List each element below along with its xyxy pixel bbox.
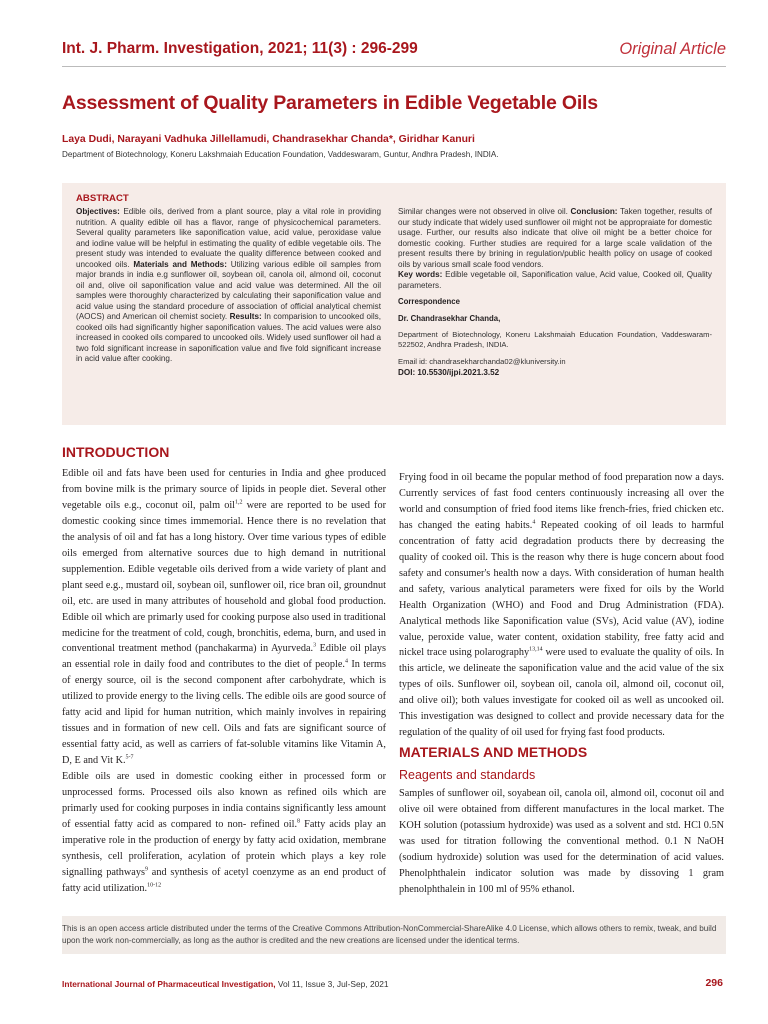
text-run: were are reported to be used for domestic cooking since times immemorial. Hence there is no revelation that the analysis of oil and fat has a long history. Over time various types of edible oils emerged from alternative sources due to high demand in nutritional supplemention. Edible vegetable oils derived from a wide variety of plant and plant seed e.g., mustard oil, soybean oil, sunflower oil, rice bran oil, groundnut oil, etc. are used in many attributes of household and global food production. Edible oil which are primarly used for cooking purpose also used in traditional medicine for the treatment of cold, cough, bronchitis, edema, burn, and used in conventional treatment method (panchakarma) in Ayurveda. xyxy=(62,499,386,655)
text-run: and synthesis of acetyl coenzyme as an end product of fatty acid utilization. xyxy=(62,866,386,894)
reagents-paragraph: Samples of sunflower oil, soyabean oil, canola oil, almond oil, coconut oil and olive oil were obtained from different manufactures in the local market. The KOH solution (potassium hydroxide) was used as a solvent and std. HCl 0.5N was used for titration following the conventional method. 0.1 N NaOH (sodium hydroxide) solution was used for the determination of acid values. Phenolphthalein indicator solution was made by dissoving 1 gram phenolphthalein in 100 ml of 95% ethanol. xyxy=(399,788,724,895)
reference-marker: 1,2 xyxy=(235,499,243,506)
reference-marker: 4 xyxy=(532,519,536,526)
reference-marker: 4 xyxy=(344,659,348,666)
intro-paragraph-1 xyxy=(62,466,386,769)
article-type-label: Original Article xyxy=(619,40,726,58)
license-text: This is an open access article distributed under the terms of the Creative Commons Attribution-NonCommercial-ShareAlike 4.0 License, which allows others to remix, tweak, and build upon the work non-commercially, as long as the author is credited and the new creations are licensed under the identical terms. xyxy=(62,924,717,945)
reference-marker: 9 xyxy=(144,866,148,873)
objectives-text: Edible oils, derived from a plant source, play a vital role in providing nutrition. A quality edible oil has a flavor, range of physicochemical parameters. Several quality parameters like saponification value, acid value, peroxidase value and iodine value will be helpful in estimating the quality of edible vegetable oils. The present study was intended to evaluate the quality difference between cooked and uncooked oils. xyxy=(76,207,381,269)
reference-marker: 3 xyxy=(313,643,317,650)
results-label: Results: xyxy=(229,312,262,321)
keywords-label: Key words: xyxy=(398,270,443,279)
page-footer xyxy=(62,979,389,989)
doi: DOI: 10.5530/ijpi.2021.3.52 xyxy=(398,367,500,377)
methods-text: Utilizing various edible oil samples from major brands in india e.g sunflower oil, soybean oil, canola oil, almond oil, coconut oil and, olive oil saponification value and acid value was determined. All the oil samples were thoroughly characterized by calculating their saponification value and acid value using the standard procedure of association of official analytical chemist (AOCS) and American oil chemist society. xyxy=(76,259,381,321)
text-run: Edible oil and fats have been used for centuries in India and ghee produced from bovine milk is the primary source of lipids in people diet. Several other vegetable oils e.g., coconut oil, palm oil xyxy=(62,468,386,511)
correspondence-heading: Correspondence xyxy=(398,297,460,306)
header-divider xyxy=(62,66,726,67)
materials-methods-heading: MATERIALS AND METHODS xyxy=(399,744,588,760)
intro-paragraph-3 xyxy=(399,470,724,741)
reference-marker: 8 xyxy=(297,818,301,825)
intro-paragraph-2 xyxy=(62,769,386,897)
text-run: Edible oils are used in domestic cooking either in processed form or unprocessed forms. Processed oils also known as refined oils which are primarly used for cooking purposes in india contains significantly less amount of essential fatty acid as compared to non- refined oil. xyxy=(62,771,386,830)
reference-marker: 13,14 xyxy=(529,647,543,654)
footer-journal: International Journal of Pharmaceutical Investigation, xyxy=(62,979,276,989)
text-run: Edible oil plays an essential role in daily food and contributes to the diet of people. xyxy=(62,643,387,671)
page-number: 296 xyxy=(705,977,723,989)
abstract-right-column xyxy=(398,207,712,378)
correspondence-address: Department of Biotechnology, Koneru Lakshmaiah Education Foundation, Vaddeswaram-522502, Andhra Pradesh, INDIA. xyxy=(398,330,712,349)
abstract-continuation: Similar changes were not observed in olive oil. xyxy=(398,207,571,216)
left-body-column xyxy=(62,466,386,897)
conclusion-label: Conclusion: xyxy=(570,207,618,216)
text-run: were used to evaluate the quality of oils. In this article, we delineate the saponification value and the acid value of the six types of oils. Sunflower oil, soybean oil, canola oil, almond oil, coconut oil, and olive oil); both values investigate for cooked oil as well as uncooked oil. This investigation was designed to collect and provide necessary data for the regulation of the quality of oil used for frying fast food products. xyxy=(399,647,724,739)
author-affiliation: Department of Biotechnology, Koneru Lakshmaiah Education Foundation, Vaddeswaram, Guntur, Andhra Pradesh, INDIA. xyxy=(62,150,499,159)
results-text: In comparision to uncooked oils, cooked oils had significantly higher saponification values. The acid values were also increased in cooked oils compared to uncooked oils. Widely used sunflower oil had a two fold significant increase in saponification value and five fold significant increase in acid value after cooking. xyxy=(76,312,381,363)
footer-issue: Vol 11, Issue 3, Jul-Sep, 2021 xyxy=(275,979,389,989)
correspondence-name: Dr. Chandrasekhar Chanda, xyxy=(398,313,501,323)
conclusion-text: Taken together, results of our study indicate that widely used sunflower oil might not be appropraiate for domestic usage. Further, our results also indicate that olive oil might be a better choice for domestic cooking. Further studies are required for a large scale validation of the present results there by brining in regulation/public health policy on usage of cooked oils by various small scale food vendors. xyxy=(398,207,712,269)
reagents-column xyxy=(399,786,724,898)
abstract-left-column xyxy=(76,207,381,365)
keywords-text: Edible vegetable oil, Saponification value, Acid value, Cooked oil, Quality parameters. xyxy=(398,270,712,290)
journal-citation: Int. J. Pharm. Investigation, 2021; 11(3) : 296-299 xyxy=(62,40,418,57)
abstract-heading: ABSTRACT xyxy=(76,193,129,204)
reference-marker: 5-7 xyxy=(125,754,134,761)
text-run: Frying food in oil became the popular method of food preparation now a days. Currently services of fast food centers continuously increasing all over the world and consumption of fried food items like french-fries, fried chicken etc. has changed the eating habits. xyxy=(399,472,724,531)
correspondence-email: Email id: chandrasekharchanda02@kluniversity.in xyxy=(398,357,566,366)
reference-marker: 10-12 xyxy=(147,882,162,889)
running-header xyxy=(62,40,726,68)
text-run: Fatty acids play an imperative role in the production of energy by fatty acid oxidation, membrane synthesis, cell proliferation, acylation of protein which plays a key role signalling pathways xyxy=(62,818,387,878)
right-body-column xyxy=(399,470,724,741)
article-title: Assessment of Quality Parameters in Edible Vegetable Oils xyxy=(62,92,598,114)
reagents-subheading: Reagents and standards xyxy=(399,768,536,782)
abstract-box xyxy=(62,183,726,425)
license-box xyxy=(62,916,726,954)
objectives-label: Objectives: xyxy=(76,207,120,216)
introduction-heading: INTRODUCTION xyxy=(62,444,170,460)
text-run: Repeated cooking of oil leads to harmful concentration of fatty acid degradation products there by decreasing the quality of cooked oil. This is the reason why there is huge concern about food safety and consumer's health now a days. With consideration of human health and safety, various analytical parameters were fixed for oils by the World Health Organization (WHO) and Food and Drug Administration (FDA). Analytical methods like Saponification value (SVs), Acid value (AV), iodine value, peroxide value, water content, oxidation stability, free fatty acid and nickel trace using polarography xyxy=(399,519,724,659)
text-run: In terms of energy source, oil is the second component after carbohydrate, which is utilized to provide energy to the living cells. The edible oils are good source of fatty acid and lipid for human nutrition, which mainly involves in repairing tissues and in formation of new cell. Oils and fats are significant source of essential fatty acid, as well as carriers of fat-soluble vitamins like Vitamin A, D, E and Vit K. xyxy=(62,659,386,767)
author-list: Laya Dudi, Narayani Vadhuka Jillellamudi, Chandrasekhar Chanda*, Giridhar Kanuri xyxy=(62,134,475,145)
methods-label: Materials and Methods: xyxy=(133,259,227,269)
